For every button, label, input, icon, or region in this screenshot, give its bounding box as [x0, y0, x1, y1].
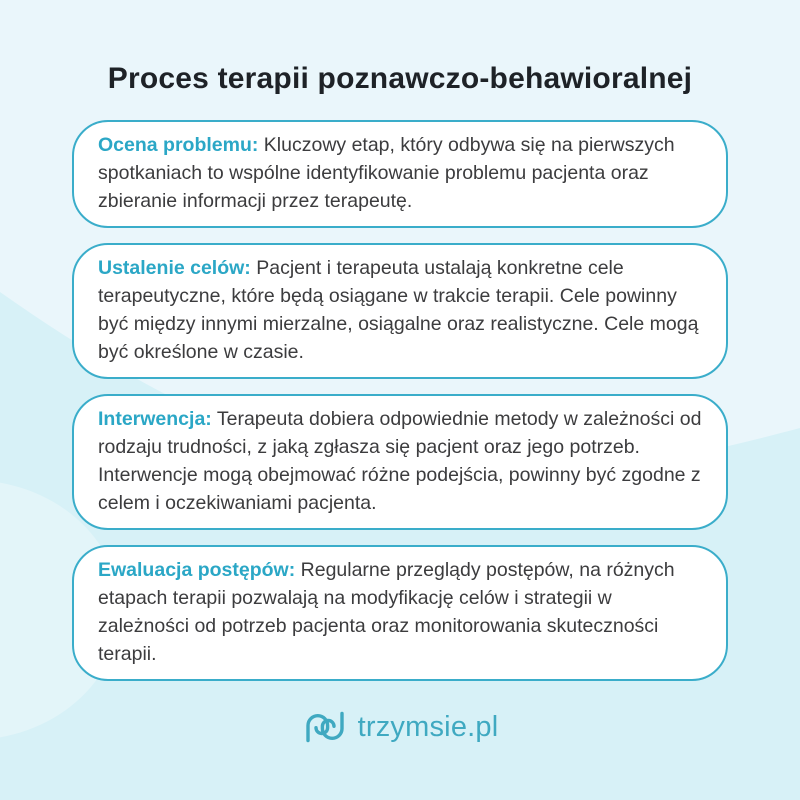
card-body: Regularne przeglądy postępów, na różnych etapach terapii pozwalają na modyfikację celów i strategii w zależności od potrzeb pacjenta oraz monitorowania skuteczności terapii.	[98, 559, 675, 665]
logo-text: trzymsie.pl	[357, 710, 499, 743]
card-interwencja	[72, 394, 728, 530]
card-list	[72, 120, 728, 681]
card-ocena-problemu	[72, 120, 728, 228]
footer-logo	[0, 707, 800, 747]
card-text	[98, 254, 702, 366]
card-body: Pacjent i terapeuta ustalają konkretne cele terapeutyczne, które będą osiągane w trakcie terapii. Cele powinny być między innymi mierzalne, osiągalne oraz realistyczne. Cele mogą być określone w czasie.	[98, 257, 699, 363]
card-heading: Interwencja:	[98, 408, 212, 430]
card-heading: Ocena problemu:	[98, 134, 259, 156]
card-heading: Ustalenie celów:	[98, 257, 251, 279]
card-body: Kluczowy etap, który odbywa się na pierwszych spotkaniach to wspólne identyfikowanie problemu pacjenta oraz zbieranie informacji przez terapeutę.	[98, 134, 675, 212]
card-body: Terapeuta dobiera odpowiednie metody w zależności od rodzaju trudności, z jaką zgłasza się pacjent oraz jego potrzeb. Interwencje mogą obejmować różne podejścia, powinny być zgodne z celem i oczekiwaniami pacjenta.	[98, 408, 702, 514]
card-text	[98, 405, 702, 517]
page-title: Proces terapii poznawczo-behawioralnej	[107, 62, 693, 95]
interlocked-loops-icon	[302, 707, 348, 747]
card-text	[98, 131, 702, 215]
card-heading: Ewaluacja postępów:	[98, 559, 296, 581]
card-text	[98, 556, 702, 668]
card-ustalenie-celow	[72, 243, 728, 379]
card-ewaluacja-postepow	[72, 545, 728, 681]
